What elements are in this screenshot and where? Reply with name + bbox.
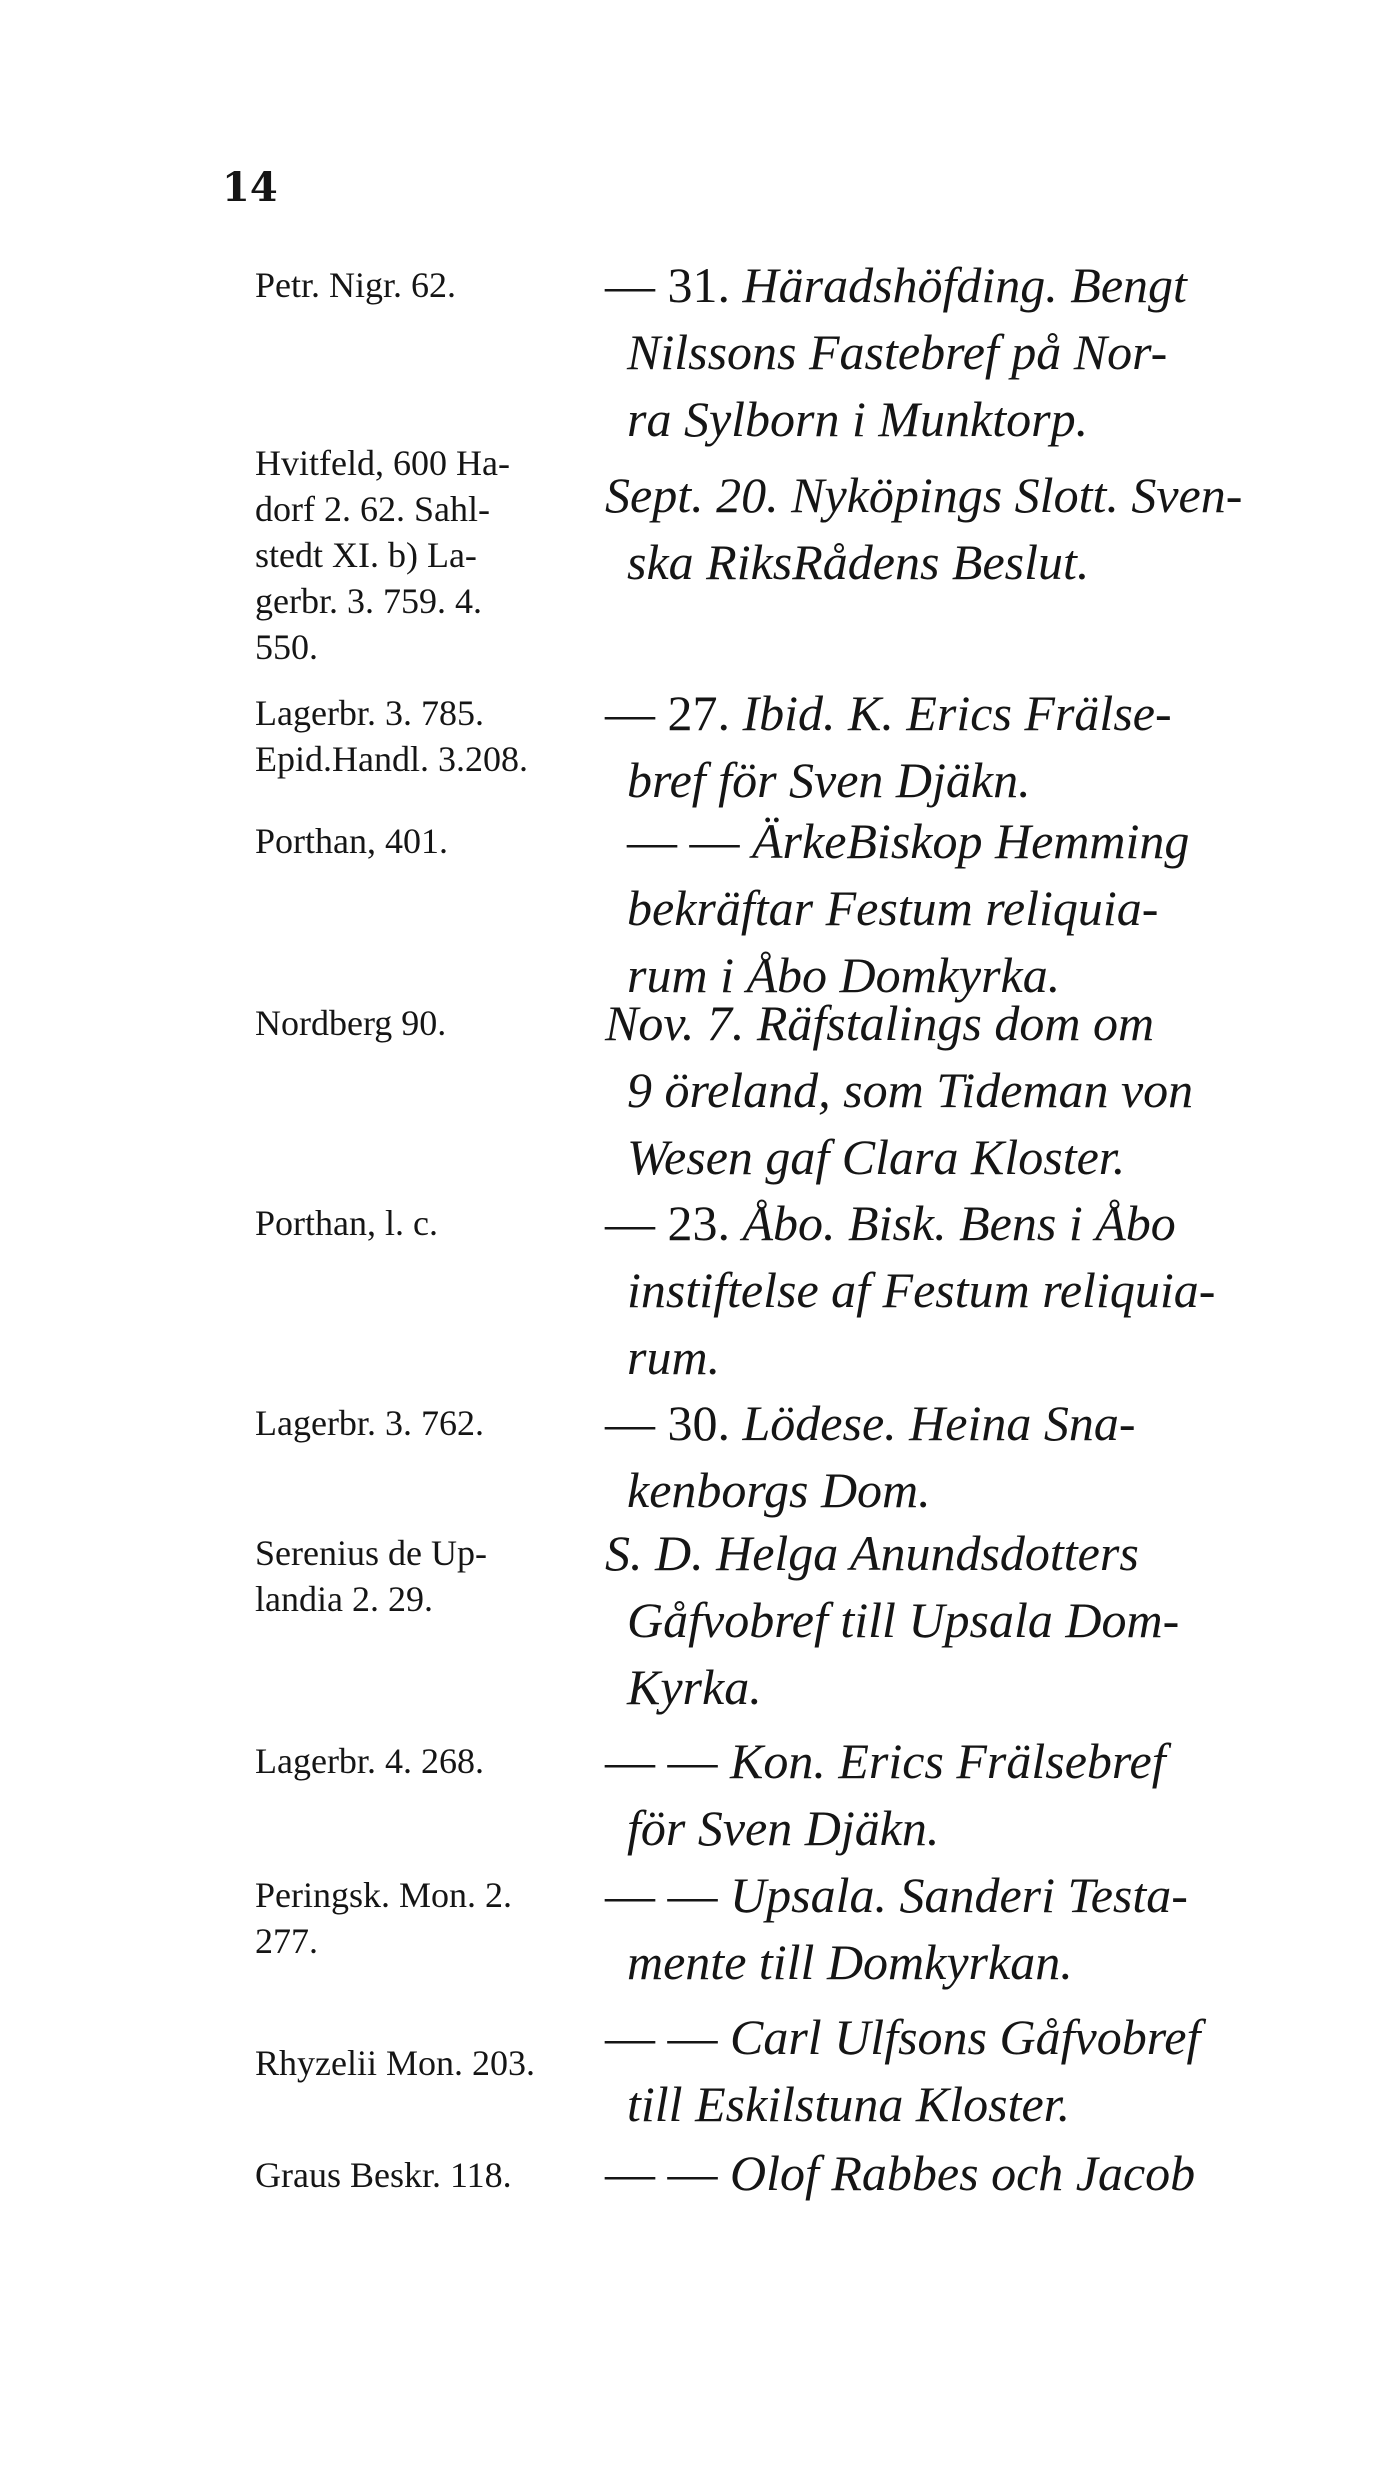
entry-date: — 23. (605, 1195, 730, 1251)
chronicle-entry (605, 462, 1305, 596)
entry-text-line: till Eskilstuna Kloster. (627, 2076, 1071, 2132)
entry-text-line: ra Sylborn i Munktorp. (627, 391, 1089, 447)
entry-text-line: rum i Åbo Domkyrka. (627, 947, 1061, 1003)
entry-text-line: Olof Rabbes och Jacob (730, 2145, 1196, 2201)
chronicle-entry (605, 1390, 1305, 1524)
chronicle-entry (605, 1520, 1305, 1721)
entry-date: — — (605, 2145, 718, 2201)
reference-note (255, 2152, 595, 2198)
entry-date: Nov. 7. (605, 995, 745, 1051)
entry-text-line: Åbo. Bisk. Bens i Åbo (742, 1195, 1176, 1251)
entry-text-line: Nyköpings Slott. Sven- (791, 467, 1243, 523)
reference-line: 277. (255, 1921, 318, 1961)
reference-note (255, 818, 595, 864)
entry-text-line: Upsala. Sanderi Testa- (730, 1867, 1188, 1923)
chronicle-entry (605, 680, 1305, 814)
entry-text-line: 9 öreland, som Tideman von (627, 1062, 1194, 1118)
entry-text-line: kenborgs Dom. (627, 1462, 931, 1518)
chronicle-entry (605, 1728, 1305, 1862)
entry-text-line: för Sven Djäkn. (627, 1800, 940, 1856)
entry-text-line: ÄrkeBiskop Hemming (752, 813, 1190, 869)
chronicle-entry (605, 990, 1305, 1191)
chronicle-entry (605, 1190, 1305, 1391)
reference-line: Porthan, 401. (255, 821, 448, 861)
reference-line: Lagerbr. 4. 268. (255, 1741, 484, 1781)
reference-line: Serenius de Up- (255, 1533, 487, 1573)
entry-date: — — (627, 813, 740, 869)
entry-text-line: Ibid. K. Erics Frälse- (742, 685, 1172, 741)
reference-line: Peringsk. Mon. 2. (255, 1875, 513, 1915)
reference-line: Hvitfeld, 600 Ha- (255, 443, 510, 483)
entry-text-line: Wesen gaf Clara Kloster. (627, 1129, 1126, 1185)
chronicle-entry (605, 1862, 1305, 1996)
entry-text-line: Helga Anundsdotters (716, 1525, 1139, 1581)
entry-date: — — (605, 1733, 718, 1789)
reference-line: 550. (255, 627, 318, 667)
reference-note (255, 262, 595, 308)
reference-line: Lagerbr. 3. 785. (255, 693, 484, 733)
entry-date: — 30. (605, 1395, 730, 1451)
entry-text-line: Gåfvobref till Upsala Dom- (627, 1592, 1180, 1648)
reference-line: Rhyzelii Mon. 203. (255, 2043, 535, 2083)
entry-text-line: Kon. Erics Frälsebref (730, 1733, 1166, 1789)
entry-date: — 27. (605, 685, 730, 741)
entry-date: — — (605, 2009, 718, 2065)
reference-note (255, 1400, 595, 1446)
reference-line: landia 2. 29. (255, 1579, 433, 1619)
entry-text-line: mente till Domkyrkan. (627, 1934, 1073, 1990)
reference-note (255, 1000, 595, 1046)
reference-line: dorf 2. 62. Sahl- (255, 489, 490, 529)
entry-date: — — (605, 1867, 718, 1923)
reference-note (255, 2040, 595, 2086)
reference-note (255, 1530, 595, 1622)
entry-text-line: rum. (627, 1329, 721, 1385)
reference-line: Epid.Handl. 3.208. (255, 739, 528, 779)
reference-line: gerbr. 3. 759. 4. (255, 581, 482, 621)
chronicle-entry (605, 808, 1305, 1009)
entry-text-line: bref för Sven Djäkn. (627, 752, 1031, 808)
entry-text-line: Nilssons Fastebref på Nor- (627, 324, 1168, 380)
reference-note (255, 1738, 595, 1784)
entry-text-line: Kyrka. (627, 1659, 762, 1715)
reference-note (255, 690, 595, 782)
reference-note (255, 1200, 595, 1246)
reference-note (255, 1872, 595, 1964)
reference-line: stedt XI. b) La- (255, 535, 477, 575)
entry-text-line: bekräftar Festum reliquia- (627, 880, 1159, 936)
entry-text-line: Häradshöfding. Bengt (742, 257, 1187, 313)
entry-text-line: instiftelse af Festum reliquia- (627, 1262, 1216, 1318)
entry-date: Sept. 20. (605, 467, 779, 523)
entry-text-line: Lödese. Heina Sna- (742, 1395, 1136, 1451)
entry-text-line: ska RiksRådens Beslut. (627, 534, 1090, 590)
chronicle-entry (605, 252, 1305, 453)
page-number: 14 (222, 164, 278, 211)
reference-note (255, 440, 595, 670)
chronicle-entry (605, 2140, 1305, 2207)
chronicle-entry (605, 2004, 1305, 2138)
reference-line: Porthan, l. c. (255, 1203, 438, 1243)
reference-line: Nordberg 90. (255, 1003, 447, 1043)
entry-text-line: Carl Ulfsons Gåfvobref (730, 2009, 1201, 2065)
reference-line: Graus Beskr. 118. (255, 2155, 512, 2195)
reference-line: Lagerbr. 3. 762. (255, 1403, 484, 1443)
entry-date: S. D. (605, 1525, 704, 1581)
entry-text-line: Räfstalings dom om (756, 995, 1155, 1051)
reference-line: Petr. Nigr. 62. (255, 265, 457, 305)
entry-date: — 31. (605, 257, 730, 313)
